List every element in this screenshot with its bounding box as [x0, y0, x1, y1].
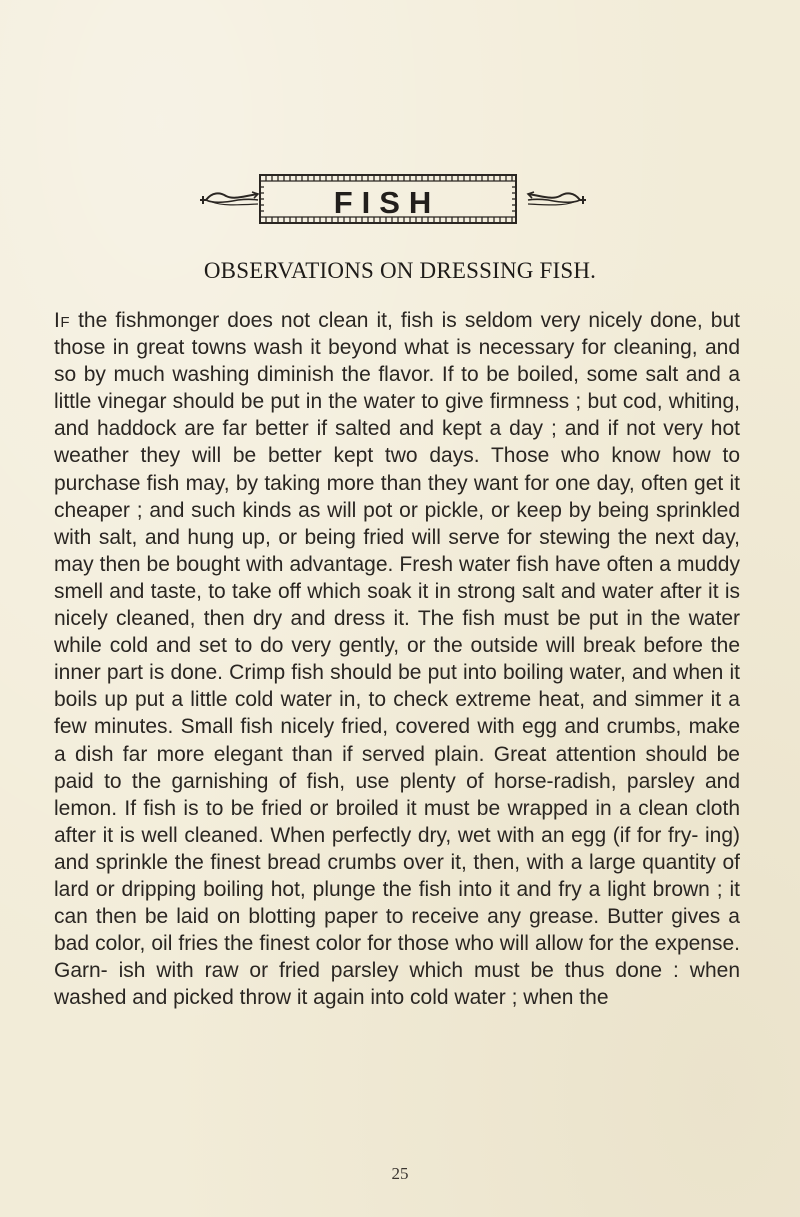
page-number: 25	[391, 1164, 409, 1183]
right-flourish-ornament	[526, 188, 588, 210]
left-flourish-ornament	[198, 188, 260, 210]
page-heading: OBSERVATIONS ON DRESSING FISH.	[203, 258, 597, 283]
section-header	[0, 172, 800, 232]
body-paragraph	[54, 307, 740, 1011]
section-title: FISH	[333, 185, 441, 220]
first-word: If	[54, 309, 70, 332]
paragraph-text: the fishmonger does not clean it, fish is seldom very nicely done, but those in great towns wash it beyond what is necessary for cleaning, and so by much washing diminish the flavor. If to be boiled, some salt and a little vinegar should be put in the water to give firmness ; but cod, whiting, and haddock are far better if salted and kept a day ; and if not very hot weather they will be better kept two days. Those who know how to purchase fish may, by taking more than they want for one day, often get it cheaper ; and such kinds as will pot or pickle, or keep by being sprinkled with salt, and hung up, or being fried will serve for stewing the next day, may then be bought with advantage. Fresh water fish have often a muddy smell and taste, to take off which soak it in strong salt and water after it is nicely cleaned, then dry and dress it. The fish must be put in the water while cold and set to do very gently, or the outside will break before the inner part is done. Crimp fish should be put into boiling water, and when it boils up put a little cold water in, to check extreme heat, and simmer it a few minutes. Small fish nicely fried, covered with egg and crumbs, make a dish far more elegant than if served plain. Great attention should be paid to the garnishing of fish, use plenty of horse-radish, parsley and lemon. If fish is to be fried or broiled it must be wrapped in a clean cloth after it is well cleaned. When perfectly dry, wet with an egg (if for fry- ing) and sprinkle the finest bread crumbs over it, then, with a large quantity of lard or dripping boiling hot, plunge the fish into it and fry a light brown ; it can then be laid on blotting paper to receive any grease. Butter gives a bad color, oil fries the finest color for those who will allow for the expense. Garn- ish with raw or fried parsley which must be thus done : when washed and picked throw it again into cold water ; when the	[54, 309, 740, 1010]
